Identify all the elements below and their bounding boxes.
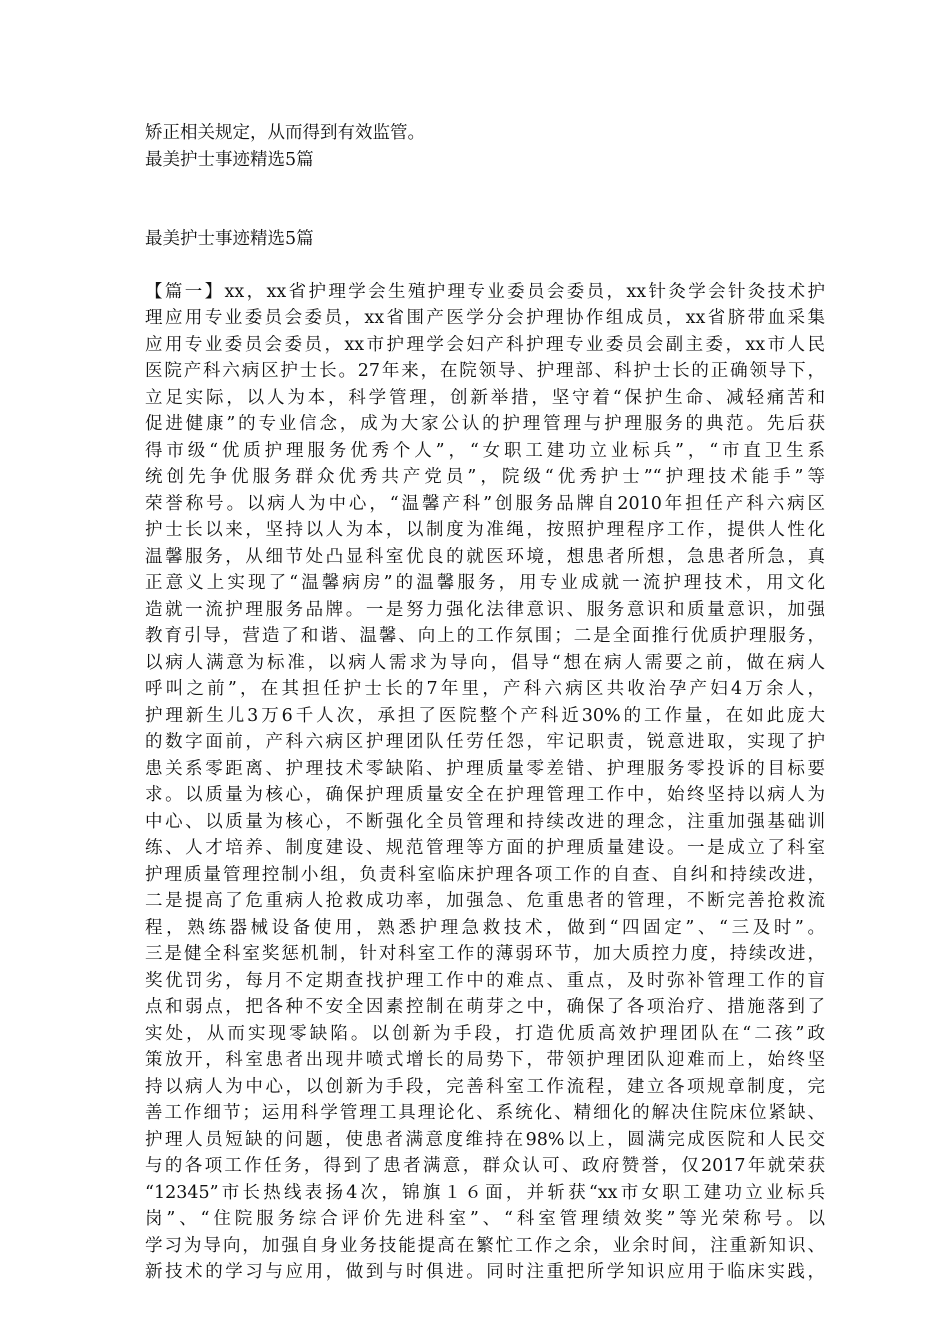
body-line: 护士长以来，坚持以人为本，以制度为准绳，按照护理程序工作，提供人性化 [145,520,825,540]
body-line: 正意义上实现了“温馨病房”的温馨服务，用专业成就一流护理技术，用文化 [145,573,825,593]
body-line: 以病人满意为标准，以病人需求为导向，倡导“想在病人需要之前，做在病人 [145,652,825,673]
body-line: 医院产科六病区护士长。27年来，在院领导、护理部、科护士长的正确领导下， [145,361,825,381]
body-line: 理应用专业委员会委员，xx省围产医学分会护理协作组成员，xx省脐带血采集 [145,308,825,328]
body-line: 善工作细节；运用科学管理工具理论化、系统化、精细化的解决住院床位紧缺、 [145,1103,825,1123]
body-line: 新技术的学习与应用，做到与时俱进。同时注重把所学知识应用于临床实践， [145,1262,825,1282]
body-line: 造就一流护理服务品牌。一是努力强化法律意识、服务意识和质量意识，加强 [145,599,825,620]
body-line: 程，熟练器械设备使用，熟悉护理急救技术，做到“四固定”、“三及时”。 [145,917,825,938]
document-text [145,120,825,1286]
body-line: 温馨服务，从细节处凸显科室优良的就医环境，想患者所想，急患者所急，真 [145,546,825,567]
body-line: 【篇一】xx，xx省护理学会生殖护理专业委员会委员，xx针灸学会针灸技术护 [145,281,825,302]
body-line: 点和弱点，把各种不安全因素控制在萌芽之中，确保了各项治疗、措施落到了 [145,997,825,1017]
body-line: 练、人才培养、制度建设、规范管理等方面的护理质量建设。一是成立了科室 [145,838,825,858]
body-line: 教育引导，营造了和谐、温馨、向上的工作氛围；二是全面推行优质护理服务， [145,626,825,646]
body-line: 策放开，科室患者出现井喷式增长的局势下，带领护理团队迎难而上，始终坚 [145,1050,825,1070]
body-line: 三是健全科室奖惩机制，针对科室工作的薄弱环节，加大质控力度，持续改进， [145,944,825,964]
body-line: 持以病人为中心，以创新为手段，完善科室工作流程，建立各项规章制度，完 [145,1076,825,1097]
body-line: “12345”市长热线表扬4次，锦旗１６面，并斩获“xx市女职工建功立业标兵 [145,1182,825,1203]
body-line: 与的各项工作任务，得到了患者满意，群众认可、政府赞誉，仅2017年就荣获 [145,1156,825,1176]
intro-line: 最美护士事迹精选5篇 [145,149,314,170]
body-line: 二是提高了危重病人抢救成功率，加强急、危重患者的管理，不断完善抢救流 [145,891,825,911]
body-line: 岗”、“住院服务综合评价先进科室”、“科室管理绩效奖”等光荣称号。以 [145,1209,825,1229]
body-line: 护理新生儿3万6千人次，承担了医院整个产科近30%的工作量，在如此庞大 [145,705,825,726]
body-line: 荣誉称号。以病人为中心，“温馨产科”创服务品牌自2010年担任产科六病区 [145,493,825,514]
body-line: 求。以质量为核心，确保护理质量安全在护理管理工作中，始终坚持以病人为 [145,785,825,805]
body-line: 护理质量管理控制小组，负责科室临床护理各项工作的自查、自纠和持续改进， [145,864,825,885]
body-line: 促进健康”的专业信念，成为大家公认的护理管理与护理服务的典范。先后获 [145,414,825,434]
body-line: 护理人员短缺的问题，使患者满意度维持在98%以上，圆满完成医院和人民交 [145,1129,825,1150]
body-line: 中心、以质量为核心，不断强化全员管理和持续改进的理念，注重加强基础训 [145,811,825,832]
body-line: 呼叫之前”，在其担任护士长的7年里，产科六病区共收治孕产妇4万余人， [145,679,825,699]
document-title: 最美护士事迹精选5篇 [145,229,314,249]
body-line: 得市级“优质护理服务优秀个人”，“女职工建功立业标兵”，“市直卫生系 [145,440,825,461]
body-line: 奖优罚劣，每月不定期查找护理工作中的难点、重点，及时弥补管理工作的盲 [145,970,825,991]
body-line: 应用专业委员会委员，xx市护理学会妇产科护理专业委员会副主委，xx市人民 [145,334,825,355]
body-line: 统创先争优服务群众优秀共产党员”，院级“优秀护士”“护理技术能手”等 [145,467,825,487]
body-line: 患关系零距离、护理技术零缺陷、护理质量零差错、护理服务零投诉的目标要 [145,758,825,779]
body-line: 学习为导向，加强自身业务技能提高在繁忙工作之余，业余时间，注重新知识、 [145,1235,825,1256]
body-line: 实处，从而实现零缺陷。以创新为手段，打造优质高效护理团队在“二孩”政 [145,1023,825,1044]
intro-line: 矫正相关规定，从而得到有效监管。 [145,123,425,143]
article-body [145,279,825,1286]
body-line: 的数字面前，产科六病区护理团队任劳任怨，牢记职责，锐意进取，实现了护 [145,732,825,752]
body-line: 立足实际，以人为本，科学管理，创新举措，坚守着“保护生命、减轻痛苦和 [145,387,825,408]
